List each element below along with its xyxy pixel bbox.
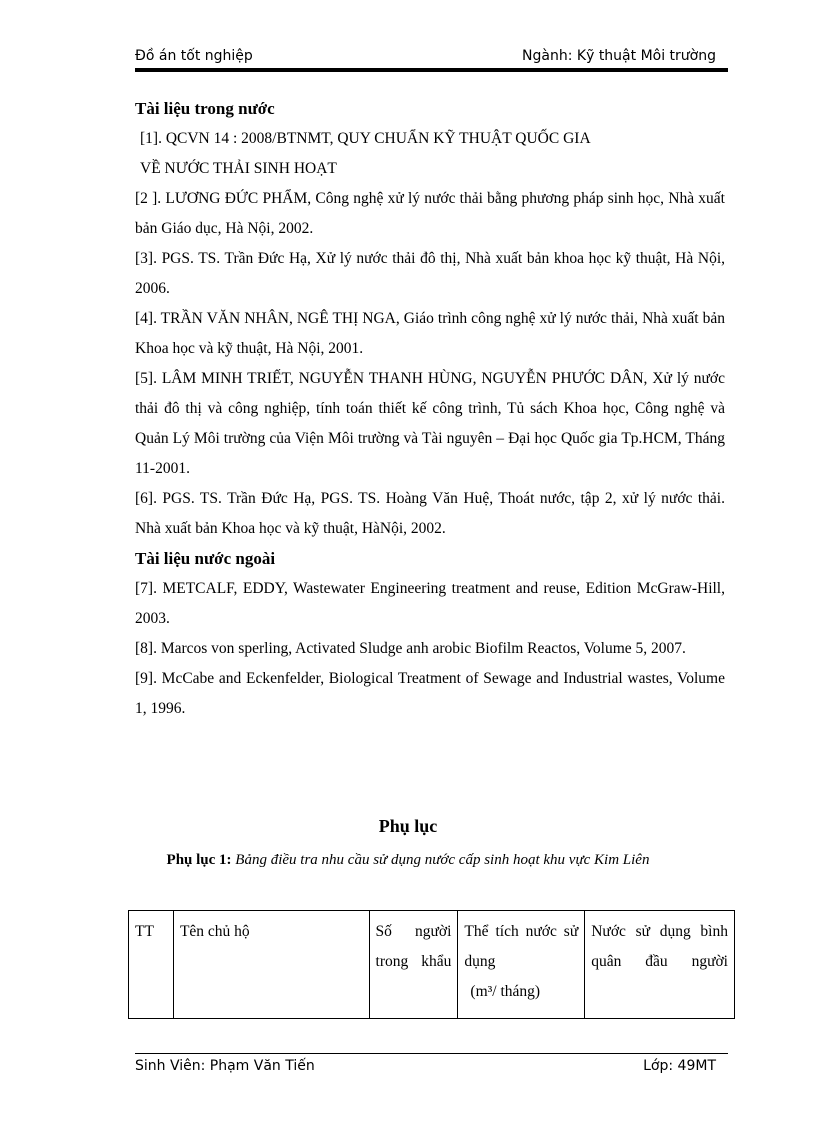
reference-item: [9]. McCabe and Eckenfelder, Biological Treatment of Sewage and Industrial wastes, Volume 1, 1996. [135,670,725,717]
footer-student-label: Sinh Viên: Phạm Văn Tiến [135,1058,315,1074]
footer-divider [135,1053,728,1054]
header-cell-tt: TT [129,911,174,1019]
foreign-heading: Tài liệu nước ngoài [135,549,276,568]
reference-item: VỀ NƯỚC THẢI SINH HOẠT [140,160,337,177]
footer-class-label: Lớp: 49MT [643,1058,716,1074]
reference-item: [4]. TRẦN VĂN NHÂN, NGÊ THỊ NGA, Giáo trình công nghệ xử lý nước thải, Nhà xuất bản Khoa học và kỹ thuật, Hà Nội, 2001. [135,310,725,357]
table-header-row [129,911,735,1019]
appendix-caption [0,852,816,869]
reference-item: [7]. METCALF, EDDY, Wastewater Engineering treatment and reuse, Edition McGraw-Hill, 2003. [135,580,725,627]
header-cell-volume [458,911,585,1019]
header-volume-unit: (m³/ tháng) [470,983,541,1000]
header-major-label: Ngành: Kỹ thuật Môi trường [522,48,716,64]
reference-item: [2 ]. LƯƠNG ĐỨC PHẨM, Công nghệ xử lý nước thải bằng phương pháp sinh học, Nhà xuất bản Giáo dục, Hà Nội, 2002. [135,190,725,237]
appendix-label: Phụ lục 1: [166,852,232,868]
header-thesis-label: Đồ án tốt nghiệp [135,48,253,64]
reference-item: [6]. PGS. TS. Trần Đức Hạ, PGS. TS. Hoàng Văn Huệ, Thoát nước, tập 2, xử lý nước thải. Nhà xuất bản Khoa học và kỹ thuật, HàNội, 2002. [135,490,725,537]
reference-item: [3]. PGS. TS. Trần Đức Hạ, Xử lý nước thải đô thị, Nhà xuất bản khoa học kỹ thuật, Hà Nội, 2006. [135,250,725,297]
appendix-title: Phụ lục [378,816,438,836]
reference-item: [8]. Marcos von sperling, Activated Sludge anh arobic Biofilm Reactos, Volume 5, 2007. [135,640,686,657]
reference-item: [1]. QCVN 14 : 2008/BTNMT, QUY CHUẨN KỸ THUẬT QUỐC GIA [140,130,591,147]
header-cell-owner-name: Tên chủ hộ [173,911,369,1019]
reference-item: [5]. LÂM MINH TRIẾT, NGUYỄN THANH HÙNG, NGUYỄN PHƯỚC DÂN, Xử lý nước thải đô thị và công nghiệp, tính toán thiết kế công trình, Tủ sách Khoa học, Công nghệ và Quản Lý Môi trường của Viện Môi trường và Tài nguyên – Đại học Quốc gia Tp.HCM, Tháng 11-2001. [135,370,725,477]
page-header [135,48,728,68]
header-cell-people-count: Số người trong khẩu [369,911,458,1019]
header-volume-label: Thể tích nước sử dụng [464,923,579,970]
domestic-heading: Tài liệu trong nước [135,99,275,118]
header-divider [135,68,728,72]
survey-table [128,910,735,1019]
references-section [135,94,725,724]
appendix-caption-text: Bảng điều tra nhu cầu sử dụng nước cấp sinh hoạt khu vực Kim Liên [235,852,650,868]
header-cell-per-capita: Nước sử dụng bình quân đầu người [585,911,735,1019]
